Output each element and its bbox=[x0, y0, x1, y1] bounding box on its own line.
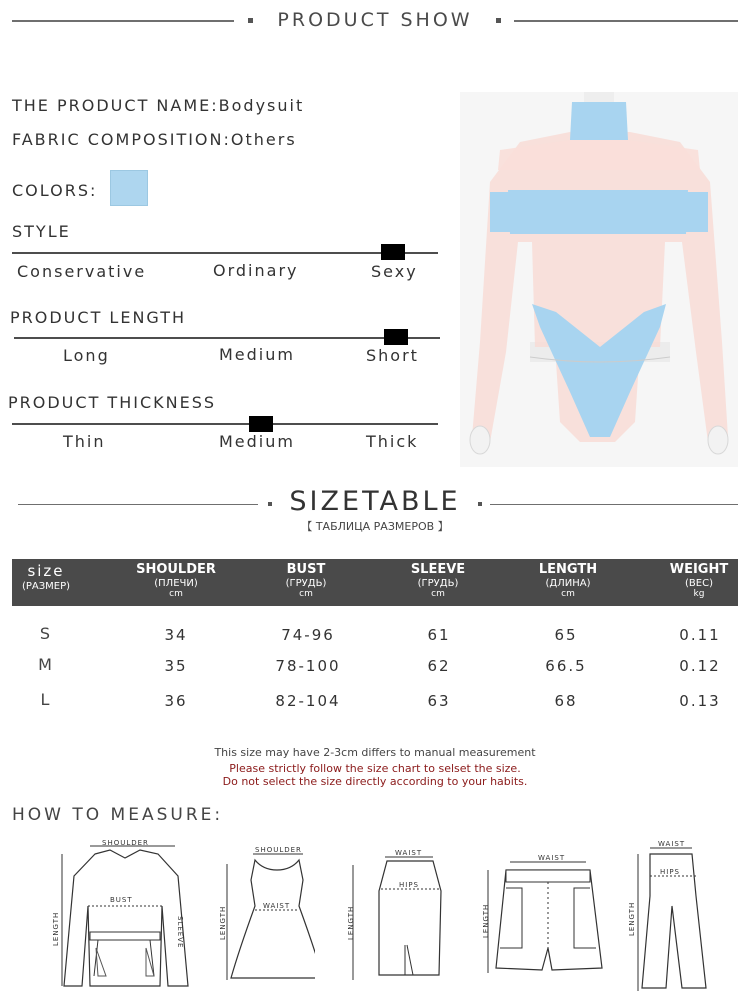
col-sleeve-name: SLEEVE bbox=[410, 562, 466, 577]
header-dot-right bbox=[496, 18, 501, 23]
length-label: PRODUCT LENGTH bbox=[10, 308, 187, 327]
col-length-ru: (ДЛИНА) bbox=[545, 578, 591, 589]
cell-l-shoulder: 36 bbox=[164, 692, 188, 710]
length-option-medium: Medium bbox=[219, 345, 295, 364]
sketch-pants-waist-label: WAIST bbox=[658, 840, 686, 848]
col-shoulder-ru: (ПЛЕЧИ) bbox=[154, 578, 198, 589]
cell-m-bust: 78-100 bbox=[275, 657, 341, 675]
cell-l-bust: 82-104 bbox=[275, 692, 341, 710]
col-bust-ru: (ГРУДЬ) bbox=[285, 578, 327, 589]
cell-s-weight: 0.11 bbox=[679, 626, 721, 644]
col-sleeve bbox=[378, 559, 498, 599]
how-to-measure-title: HOW TO MEASURE: bbox=[12, 805, 224, 825]
col-size bbox=[0, 559, 106, 592]
color-swatch[interactable] bbox=[110, 170, 148, 206]
size-m: M bbox=[38, 655, 52, 674]
style-option-sexy: Sexy bbox=[371, 262, 418, 281]
cell-l-length: 68 bbox=[554, 692, 578, 710]
style-marker bbox=[381, 244, 405, 260]
cell-m-weight: 0.12 bbox=[679, 657, 721, 675]
colors-label: COLORS: bbox=[12, 181, 98, 200]
col-sleeve-unit: cm bbox=[431, 589, 445, 599]
jacket-measure-sketch bbox=[50, 836, 200, 996]
col-weight bbox=[639, 559, 750, 599]
length-marker bbox=[384, 329, 408, 345]
sketch-dress-length-label: LENGTH bbox=[219, 905, 227, 940]
shorts-measure-sketch bbox=[478, 848, 628, 983]
bodysuit-illustration bbox=[460, 92, 738, 467]
col-size-ru: (РАЗМЕР) bbox=[21, 581, 71, 592]
sizetable-rule-right bbox=[490, 504, 738, 505]
sizetable-subtitle: 【 ТАБЛИЦА РАЗМЕРОВ 】 bbox=[301, 520, 449, 533]
size-table-header bbox=[12, 559, 738, 606]
sketch-pants-length-label: LENGTH bbox=[628, 901, 636, 936]
cell-m-sleeve: 62 bbox=[427, 657, 451, 675]
length-option-long: Long bbox=[63, 346, 110, 365]
length-option-short: Short bbox=[366, 346, 419, 365]
sketch-skirt-length-label: LENGTH bbox=[347, 905, 355, 940]
col-weight-name: WEIGHT bbox=[669, 562, 729, 577]
style-option-ordinary: Ordinary bbox=[213, 261, 299, 280]
thickness-marker bbox=[249, 416, 273, 432]
thickness-option-thin: Thin bbox=[63, 432, 106, 451]
col-shoulder bbox=[116, 559, 236, 599]
col-weight-ru: (ВЕС) bbox=[685, 578, 713, 589]
style-option-conservative: Conservative bbox=[17, 262, 147, 281]
cell-l-sleeve: 63 bbox=[427, 692, 451, 710]
pants-measure-sketch bbox=[620, 836, 730, 996]
header-rule-right bbox=[514, 20, 738, 22]
col-bust-name: BUST bbox=[286, 562, 326, 577]
sketch-jacket-sleeve-label: SLEEVE bbox=[176, 916, 184, 949]
col-bust bbox=[246, 559, 366, 599]
sketch-skirt-waist-label: WAIST bbox=[395, 849, 423, 857]
sizetable-title: SIZETABLE bbox=[289, 486, 461, 517]
size-s: S bbox=[39, 624, 51, 643]
sketch-shorts-waist-label: WAIST bbox=[538, 854, 566, 862]
skirt-measure-sketch bbox=[345, 845, 445, 985]
thickness-option-medium: Medium bbox=[219, 432, 295, 451]
sizetable-dot-right bbox=[478, 502, 482, 506]
sketch-skirt-hips-label: HIPS bbox=[399, 881, 419, 889]
cell-m-shoulder: 35 bbox=[164, 657, 188, 675]
thickness-option-thick: Thick bbox=[366, 432, 419, 451]
cell-s-sleeve: 61 bbox=[427, 626, 451, 644]
product-image bbox=[460, 92, 738, 467]
col-length-unit: cm bbox=[561, 589, 575, 599]
note-habits: Do not select the size directly according to your habits. bbox=[222, 775, 528, 788]
col-shoulder-name: SHOULDER bbox=[136, 562, 216, 577]
style-scale-line bbox=[12, 252, 438, 254]
note-follow-chart: Please strictly follow the size chart to selset the size. bbox=[229, 762, 521, 775]
col-size-name: size bbox=[27, 562, 65, 580]
dress-measure-sketch bbox=[215, 840, 315, 985]
sketch-jacket-bust-label: BUST bbox=[110, 896, 133, 904]
thickness-label: PRODUCT THICKNESS bbox=[8, 393, 216, 412]
cell-s-bust: 74-96 bbox=[281, 626, 335, 644]
product-name: THE PRODUCT NAME:Bodysuit bbox=[12, 96, 305, 115]
fabric-composition: FABRIC COMPOSITION:Others bbox=[12, 130, 297, 149]
sketch-pants-hips-label: HIPS bbox=[660, 868, 680, 876]
thickness-scale-line bbox=[12, 423, 438, 425]
sketch-dress-shoulder-label: SHOULDER bbox=[255, 846, 302, 854]
col-length-name: LENGTH bbox=[538, 562, 598, 577]
cell-m-length: 66.5 bbox=[545, 657, 587, 675]
col-length bbox=[508, 559, 628, 599]
length-scale-line bbox=[14, 337, 440, 339]
col-bust-unit: cm bbox=[299, 589, 313, 599]
col-shoulder-unit: cm bbox=[169, 589, 183, 599]
col-sleeve-ru: (ГРУДЬ) bbox=[417, 578, 459, 589]
cell-s-length: 65 bbox=[554, 626, 578, 644]
style-label: STYLE bbox=[12, 222, 71, 241]
page-title: PRODUCT SHOW bbox=[277, 9, 473, 31]
sketch-shorts-length-label: LENGTH bbox=[482, 903, 490, 938]
note-measurement: This size may have 2-3cm differs to manual measurement bbox=[214, 746, 536, 759]
sketch-jacket-length-label: LENGTH bbox=[52, 911, 60, 946]
cell-s-shoulder: 34 bbox=[164, 626, 188, 644]
sketch-dress-waist-label: WAIST bbox=[263, 902, 291, 910]
cell-l-weight: 0.13 bbox=[679, 692, 721, 710]
sketch-jacket-shoulder-label: SHOULDER bbox=[102, 839, 149, 847]
size-l: L bbox=[40, 690, 50, 709]
col-weight-unit: kg bbox=[693, 589, 705, 599]
